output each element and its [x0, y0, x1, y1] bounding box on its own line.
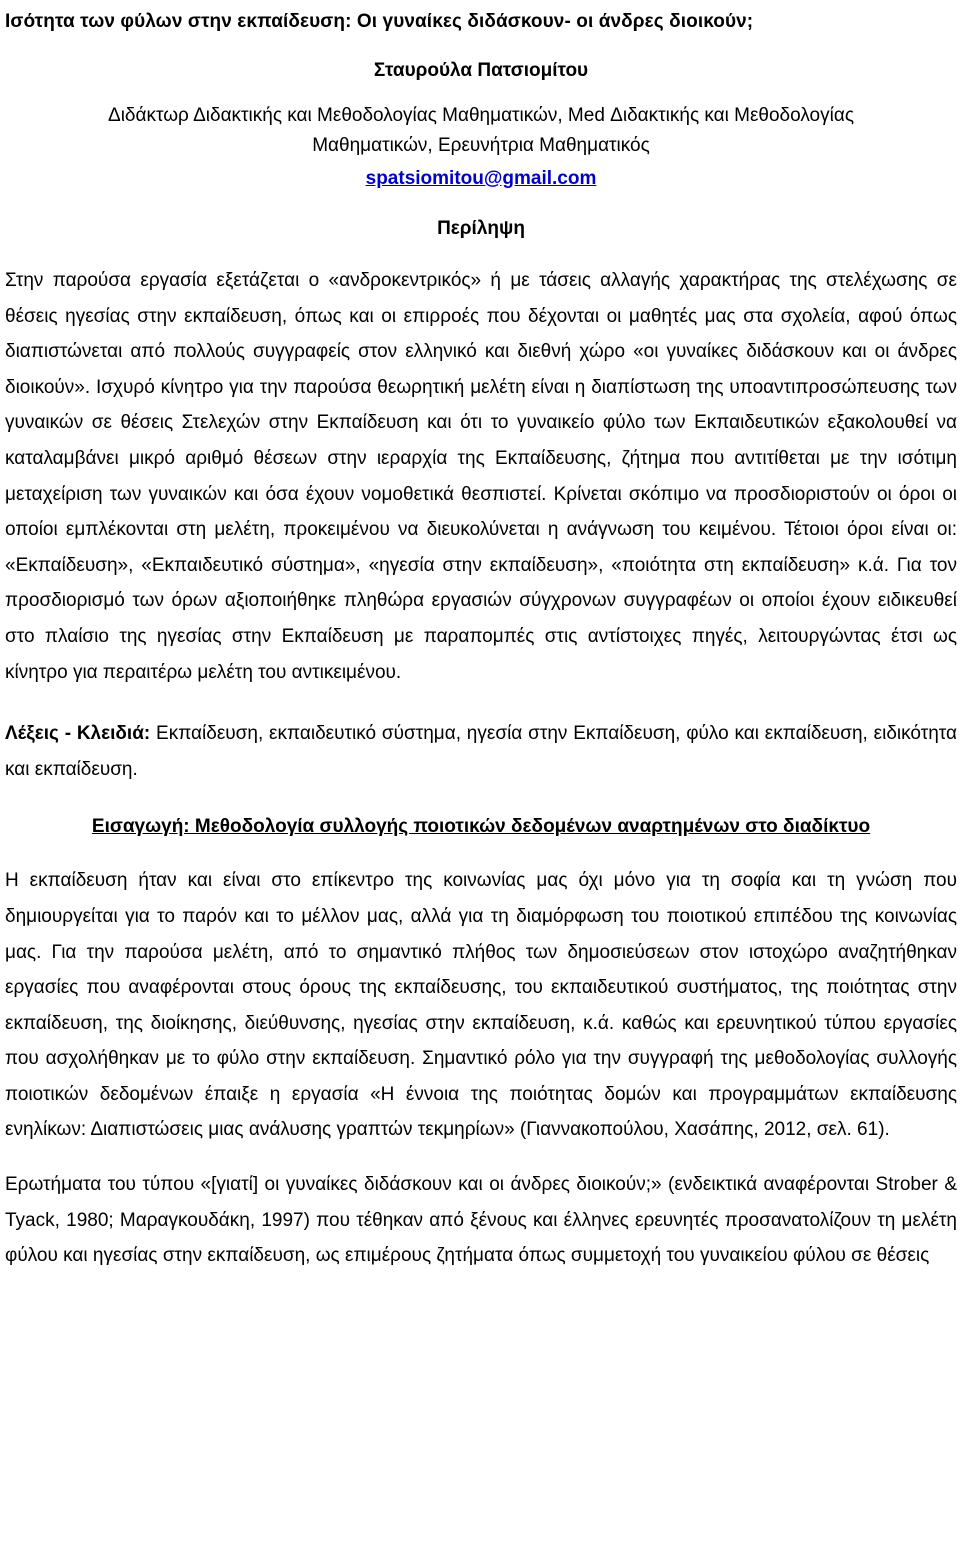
paper-title: Ισότητα των φύλων στην εκπαίδευση: Οι γυναίκες διδάσκουν- οι άνδρες διοικούν; — [5, 11, 754, 32]
keywords-paragraph — [5, 716, 957, 787]
section-heading: Εισαγωγή: Μεθοδολογία συλλογής ποιοτικών δεδομένων αναρτημένων στο διαδίκτυο — [91, 816, 871, 838]
abstract-heading: Περίληψη — [437, 218, 525, 239]
keywords-text: Εκπαίδευση, εκπαιδευτικό σύστημα, ηγεσία στην Εκπαίδευση, φύλο και εκπαίδευση, ειδικότητα και εκπαίδευση. — [5, 723, 957, 780]
second-paragraph: Ερωτήματα του τύπου «[γιατί] οι γυναίκες διδάσκουν και οι άνδρες διοικούν;» (ενδεικτικά αναφέρονται Strober & Tyack, 1980; Μαραγκουδάκη, 1997) που τέθηκαν από ξένους και έλληνες ερευνητές προσανατολίζουν τη μελέτη φύλου και ηγεσίας στην εκπαίδευση, ως επιμέρους ζητήματα όπως συμμετοχή του γυναικείου φύλου σε θέσεις — [5, 1174, 957, 1267]
author-email-link[interactable]: spatsiomitou@gmail.com — [365, 168, 597, 189]
email-row — [5, 164, 957, 194]
affiliation-line-2: Μαθηματικών, Ερευνήτρια Μαθηματικός — [312, 135, 650, 156]
author-affiliation — [5, 98, 957, 161]
abstract-paragraph: Στην παρούσα εργασία εξετάζεται ο «ανδροκεντρικός» ή με τάσεις αλλαγής χαρακτήρας της στελέχωσης σε θέσεις ηγεσίας στην εκπαίδευση, όπως και οι επιρροές που δέχονται οι μαθητές μας στα σχολεία, αφού όπως διαπιστώνεται από πολλούς συγγραφείς στον ελληνικό και διεθνή χώρο «οι γυναίκες διδάσκουν και οι άνδρες διοικούν». Ισχυρό κίνητρο για την παρούσα θεωρητική μελέτη είναι η διαπίστωση της υποαντιπροσώπευσης των γυναικών σε θέσεις Στελεχών στην Εκπαίδευση και ότι το γυναικείο φύλο των Εκπαιδευτικών εξακολουθεί να καταλαμβάνει μικρό αριθμό θέσεων στην ιεραρχία της Εκπαίδευσης, ζήτημα που αντιτίθεται με την ισότιμη μεταχείριση των γυναικών και όσα έχουν νομοθετικά θεσπιστεί. Κρίνεται σκόπιμο να προσδιοριστούν οι όροι οι οποίοι εμπλέκονται στη μελέτη, προκειμένου να διευκολύνεται η ανάγνωση του κειμένου. Τέτοιοι όροι είναι οι: «Εκπαίδευση», «Εκπαιδευτικό σύστημα», «ηγεσία στην εκπαίδευση», «ποιότητα στη εκπαίδευση» κ.ά. Για τον προσδιορισμό των όρων αξιοποιήθηκε πληθώρα εργασιών σύγχρονων συγγραφέων οι οποίοι έχουν ειδικευθεί στο πλαίσιο της ηγεσίας στην Εκπαίδευση με παραπομπές στις αντίστοιχες πηγές, λειτουργώντας έτσι ως κίνητρο για περαιτέρω μελέτη του αντικειμένου. — [5, 270, 957, 683]
author-name: Σταυρούλα Πατσιομίτου — [373, 60, 589, 81]
affiliation-line-1: Διδάκτωρ Διδακτικής και Μεθοδολογίας Μαθηματικών, Med Διδακτικής και Μεθοδολογίας — [108, 105, 854, 126]
intro-paragraph: Η εκπαίδευση ήταν και είναι στο επίκεντρο της κοινωνίας μας όχι μόνο για τη σοφία και τη γνώση που δημιουργείται για το παρόν και το μέλλον μας, αλλά για τη διαμόρφωση του ποιοτικού επιπέδου της κοινωνίας μας. Για την παρούσα μελέτη, από το σημαντικό πλήθος των δημοσιεύσεων στον ιστοχώρο αναζητήθηκαν εργασίες που αναφέρονται στους όρους της εκπαίδευσης, του εκπαιδευτικού συστήματος, της ποιότητας στην εκπαίδευση, της διοίκησης, διεύθυνσης, ηγεσίας στην εκπαίδευση, κ.ά. καθώς και ερευνητικού τύπου εργασίες που ασχολήθηκαν με το φύλο στην εκπαίδευση. Σημαντικό ρόλο για την συγγραφή της μεθοδολογίας συλλογής ποιοτικών δεδομένων έπαιξε η εργασία «Η έννοια της ποιότητας δομών και προγραμμάτων εκπαίδευσης ενηλίκων: Διαπιστώσεις μιας ανάλυσης γραπτών τεκμηρίων» (Γιανναкοπούλου, Χασάπης, 2012, σελ. 61). — [5, 870, 957, 1141]
document-page — [0, 6, 960, 1552]
keywords-label: Λέξεις - Κλειδιά: — [5, 723, 151, 745]
